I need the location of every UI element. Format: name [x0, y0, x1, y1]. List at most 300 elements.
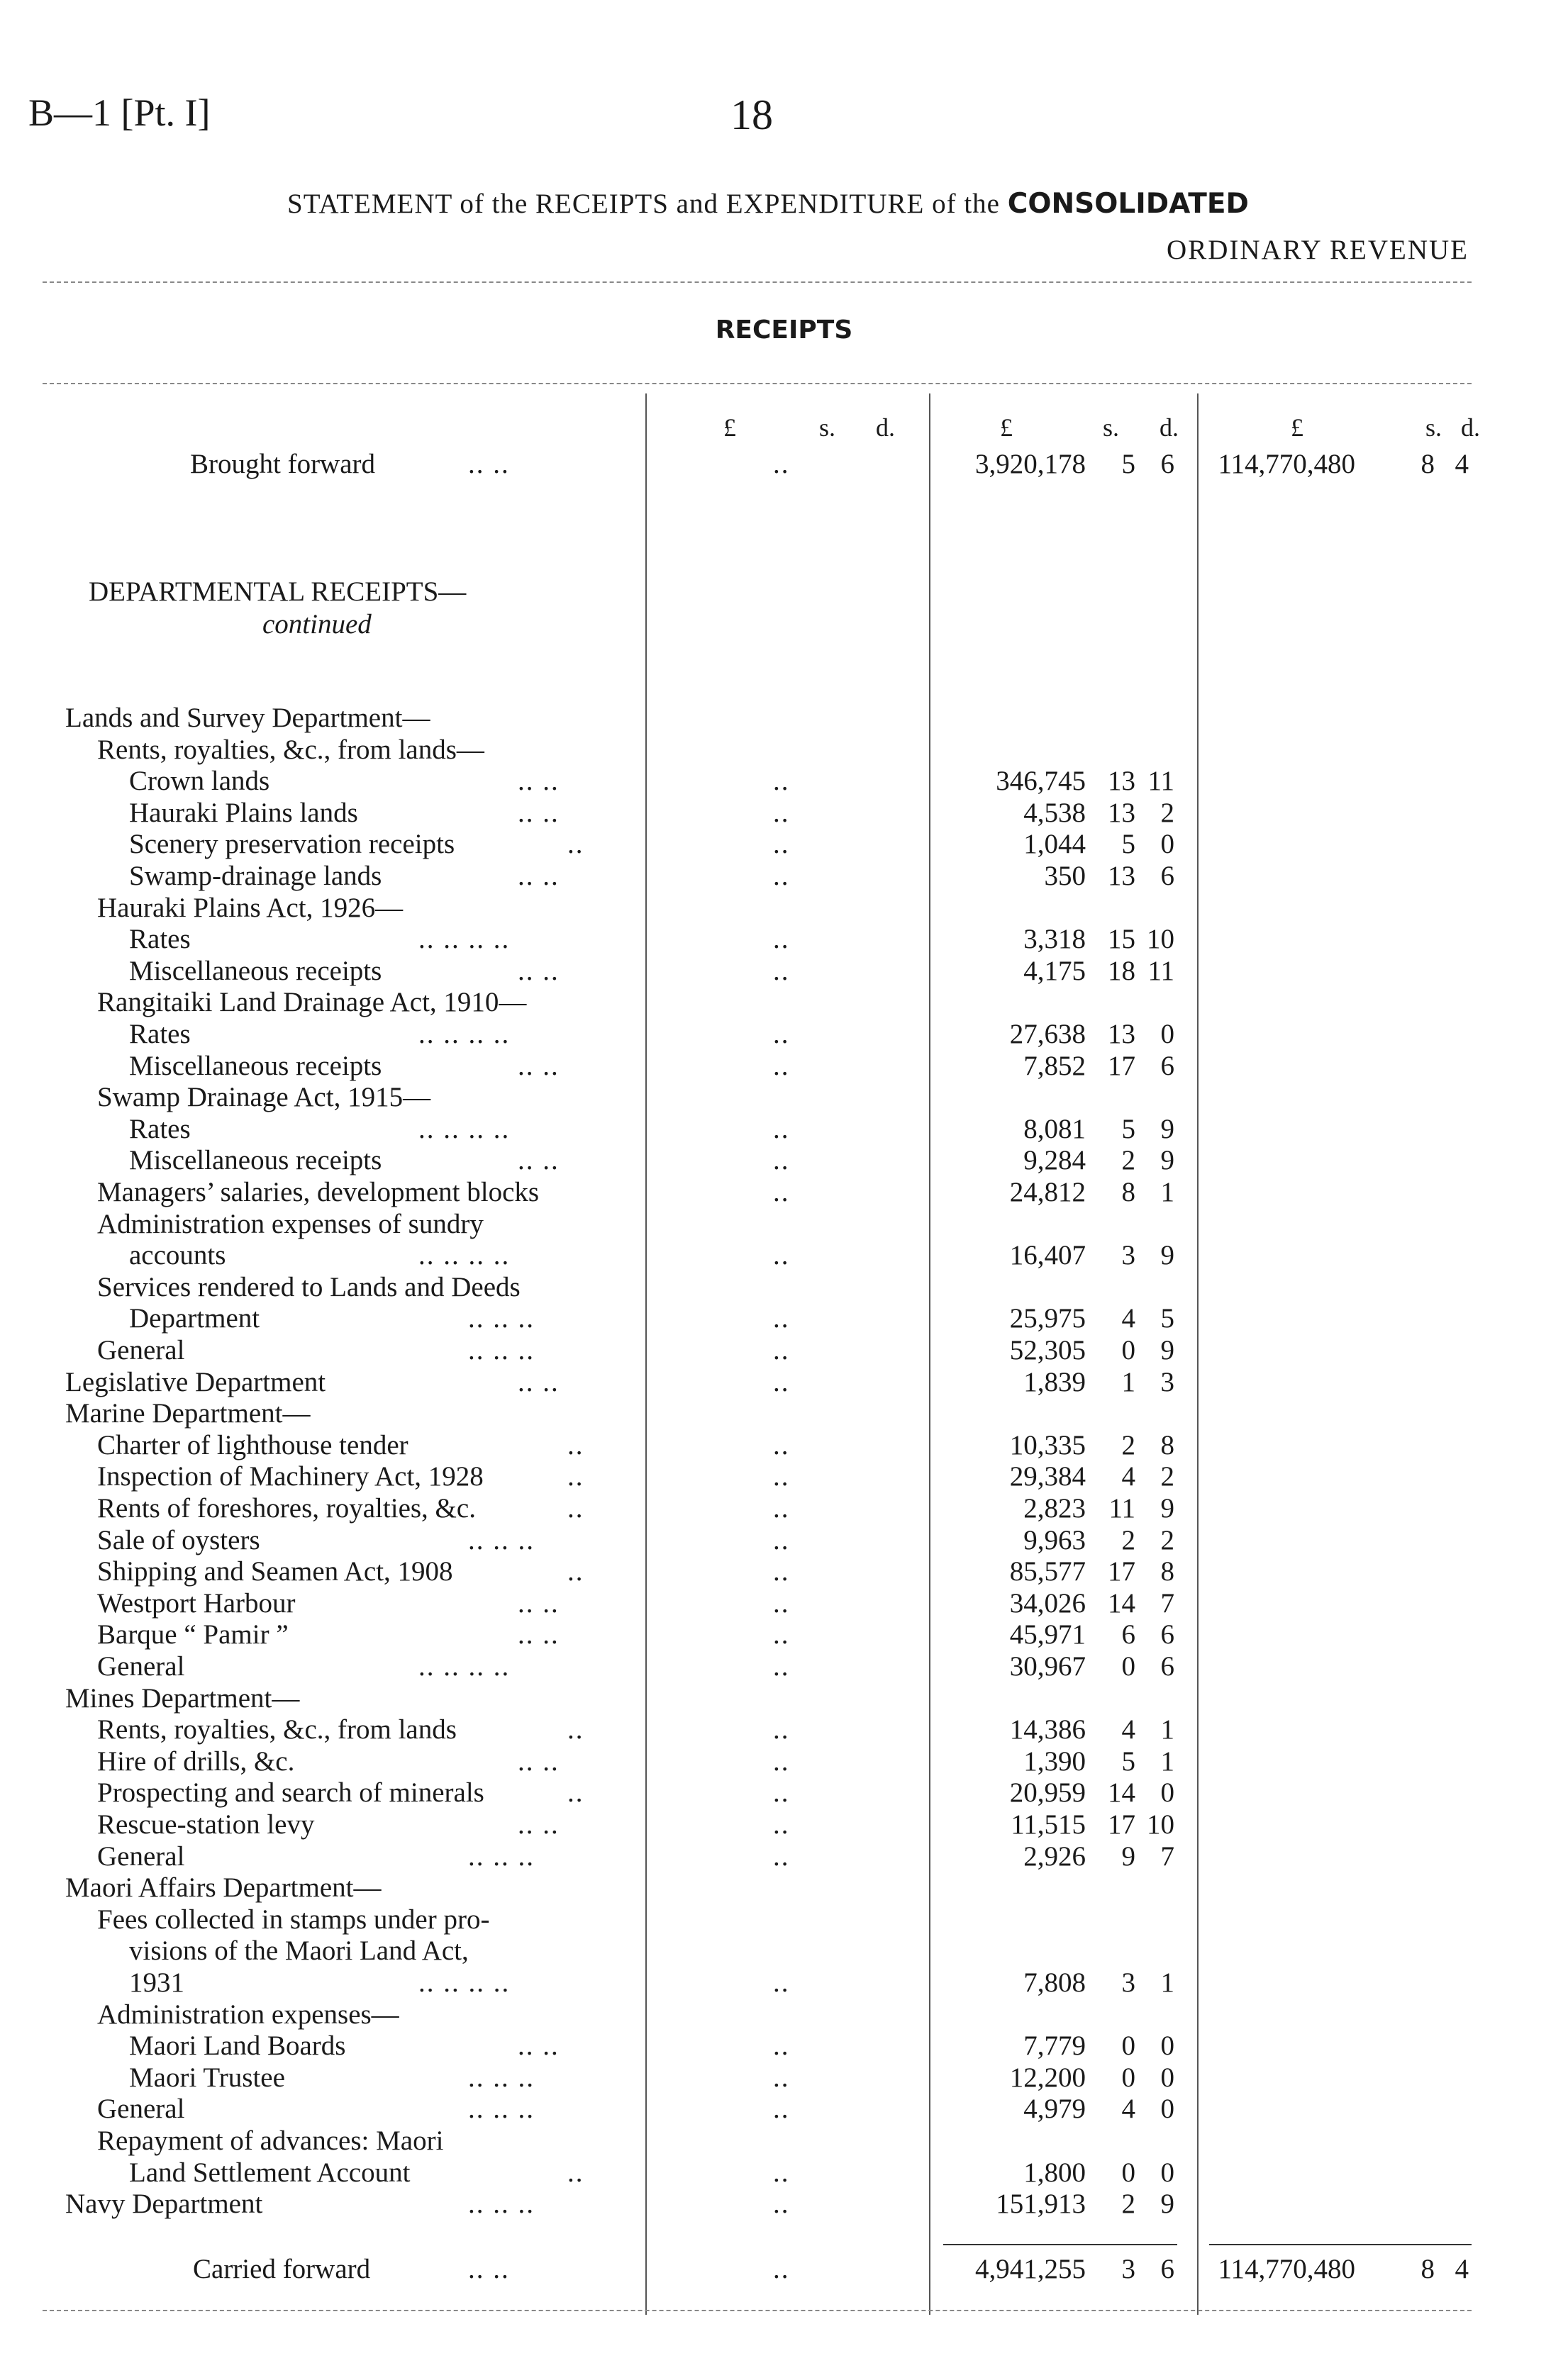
row-col1-leader: .. — [773, 1114, 790, 1144]
row-label: visions of the Maori Land Act, — [129, 1935, 469, 1966]
row-pounds: 2,823 — [1023, 1493, 1086, 1524]
row-pounds: 7,808 — [1023, 1967, 1086, 1998]
carried-forward-label: Carried forward — [193, 2254, 371, 2284]
row-pounds: 29,384 — [1009, 1461, 1086, 1492]
row-col1-leader: .. — [773, 798, 790, 828]
row-label: Scenery preservation receipts — [129, 829, 455, 859]
row-leader: .. — [567, 1493, 584, 1524]
title-text: STATEMENT of the RECEIPTS and EXPENDITURE of the — [287, 189, 1000, 219]
row-label: Swamp Drainage Act, 1915— — [97, 1082, 431, 1112]
row-shillings: 2 — [1121, 1525, 1135, 1555]
row-pence: 1 — [1160, 1177, 1174, 1207]
row-shillings: 15 — [1108, 924, 1135, 954]
row-pounds: 4,175 — [1023, 956, 1086, 986]
row-col1-leader: .. — [773, 2062, 790, 2093]
row-label: Department — [129, 1303, 260, 1334]
row-col1-leader: .. — [773, 1777, 790, 1808]
row-label: Rents, royalties, &c., from lands — [97, 1714, 457, 1745]
row-col1-leader: .. — [773, 861, 790, 891]
row-pence: 11 — [1147, 766, 1174, 796]
table-row — [0, 892, 1568, 924]
table-row — [0, 1081, 1568, 1113]
table-row — [0, 2093, 1568, 2125]
table-row — [0, 1397, 1568, 1429]
row-col1-leader: .. — [773, 1145, 790, 1175]
statement-title — [287, 188, 1249, 220]
row-leader: .. .. .. — [468, 2062, 535, 2093]
row-shillings: 2 — [1121, 1145, 1135, 1175]
row-shillings: 14 — [1108, 1777, 1135, 1808]
row-pounds: 85,577 — [1009, 1556, 1086, 1587]
row-shillings: 13 — [1108, 1019, 1135, 1049]
brought-forward-pounds: 3,920,178 — [975, 449, 1086, 479]
row-shillings: 0 — [1121, 2030, 1135, 2061]
row-leader: .. .. .. — [468, 1303, 535, 1334]
row-shillings: 4 — [1121, 1461, 1135, 1492]
page-number: 18 — [730, 91, 773, 138]
row-shillings: 6 — [1121, 1619, 1135, 1650]
row-shillings: 13 — [1108, 798, 1135, 828]
row-leader: .. .. .. .. — [418, 924, 511, 954]
row-pence: 2 — [1160, 798, 1174, 828]
row-label: Navy Department — [65, 2189, 263, 2219]
table-row — [0, 765, 1568, 797]
row-label: General — [97, 1841, 185, 1872]
col2-pound-head: £ — [1000, 413, 1013, 442]
row-label: Managers’ salaries, development blocks — [97, 1177, 540, 1207]
col3-d-head: d. — [1461, 413, 1480, 442]
row-label: Rescue-station levy — [97, 1809, 315, 1840]
row-shillings: 18 — [1108, 956, 1135, 986]
row-col1-leader: .. — [773, 1051, 790, 1081]
row-shillings: 8 — [1121, 1177, 1135, 1207]
row-label: accounts — [129, 1240, 226, 1270]
row-pounds: 1,044 — [1023, 829, 1086, 859]
row-label: General — [97, 1335, 185, 1365]
row-shillings: 5 — [1121, 1746, 1135, 1777]
col3-pound-head: £ — [1291, 413, 1303, 442]
row-pounds: 1,839 — [1023, 1367, 1086, 1397]
row-leader: .. .. .. .. — [418, 1019, 511, 1049]
row-shillings: 5 — [1121, 1114, 1135, 1144]
row-pence: 11 — [1147, 956, 1174, 986]
row-pence: 3 — [1160, 1367, 1174, 1397]
table-row — [0, 1302, 1568, 1334]
row-label: Maori Land Boards — [129, 2030, 346, 2061]
row-label: Charter of lighthouse tender — [97, 1430, 408, 1460]
table-row — [0, 1460, 1568, 1492]
table-row — [0, 1239, 1568, 1271]
row-leader: .. .. .. .. — [418, 1240, 511, 1270]
table-row — [0, 1777, 1568, 1809]
table-row — [0, 1619, 1568, 1650]
row-shillings: 17 — [1108, 1556, 1135, 1587]
row-pounds: 9,284 — [1023, 1145, 1086, 1175]
row-col1-leader: .. — [773, 2157, 790, 2188]
row-pounds: 8,081 — [1023, 1114, 1086, 1144]
row-pence: 6 — [1160, 1619, 1174, 1650]
row-pounds: 7,852 — [1023, 1051, 1086, 1081]
brought-forward-row — [0, 448, 1568, 480]
row-col1-leader: .. — [773, 1430, 790, 1460]
row-pence: 9 — [1160, 1145, 1174, 1175]
row-pence: 8 — [1160, 1430, 1174, 1460]
table-row — [0, 2062, 1568, 2094]
row-label: Administration expenses of sundry — [97, 1209, 484, 1239]
row-shillings: 9 — [1121, 1841, 1135, 1872]
row-shillings: 4 — [1121, 1714, 1135, 1745]
row-label: Barque “ Pamir ” — [97, 1619, 289, 1650]
row-leader: .. — [567, 1714, 584, 1745]
brought-forward-pence: 6 — [1160, 449, 1174, 479]
row-shillings: 13 — [1108, 766, 1135, 796]
table-row — [0, 828, 1568, 860]
col3-s-head: s. — [1425, 413, 1442, 442]
row-col1-leader: .. — [773, 1809, 790, 1840]
table-row — [0, 1714, 1568, 1745]
table-row — [0, 1144, 1568, 1176]
total-rule-1 — [943, 2244, 1177, 2245]
row-leader: .. .. — [518, 1619, 560, 1650]
row-col1-leader: .. — [773, 1177, 790, 1207]
row-pounds: 9,963 — [1023, 1525, 1086, 1555]
row-leader: .. .. .. .. — [418, 1114, 511, 1144]
row-shillings: 0 — [1121, 2062, 1135, 2093]
row-pence: 9 — [1160, 1240, 1174, 1270]
row-leader: .. .. .. — [468, 2094, 535, 2124]
row-pounds: 24,812 — [1009, 1177, 1086, 1207]
row-label: Crown lands — [129, 766, 270, 796]
row-pounds: 25,975 — [1009, 1303, 1086, 1334]
table-row — [0, 955, 1568, 987]
section-heading: RECEIPTS — [715, 315, 853, 345]
row-leader: .. .. .. .. — [418, 1651, 511, 1682]
table-row — [0, 860, 1568, 892]
row-leader: .. .. — [518, 1051, 560, 1081]
row-label: General — [97, 2094, 185, 2124]
table-row — [0, 923, 1568, 955]
table-row — [0, 1018, 1568, 1050]
table-row — [0, 1366, 1568, 1398]
row-shillings: 17 — [1108, 1809, 1135, 1840]
row-col1-leader: .. — [773, 1651, 790, 1682]
table-row — [0, 1967, 1568, 1999]
col1-pound-head: £ — [723, 413, 736, 442]
row-col1-leader: .. — [773, 1967, 790, 1998]
row-pence: 0 — [1160, 1019, 1174, 1049]
carried-forward-col1: .. — [773, 2254, 790, 2284]
title-bold: CONSOLIDATED — [1007, 188, 1249, 220]
carried-forward-shillings: 3 — [1121, 2254, 1135, 2284]
row-label: General — [97, 1651, 185, 1682]
table-row — [0, 1555, 1568, 1587]
table-row — [0, 1524, 1568, 1556]
table-row — [0, 1682, 1568, 1714]
row-shillings: 0 — [1121, 1651, 1135, 1682]
row-label: Miscellaneous receipts — [129, 1145, 382, 1175]
table-row — [0, 797, 1568, 829]
row-shillings: 2 — [1121, 1430, 1135, 1460]
row-label: Inspection of Machinery Act, 1928 — [97, 1461, 484, 1492]
row-pounds: 52,305 — [1009, 1335, 1086, 1365]
page-header-ref: B—1 [Pt. I] — [28, 91, 211, 134]
row-pounds: 3,318 — [1023, 924, 1086, 954]
row-col1-leader: .. — [773, 1303, 790, 1334]
bottom-rule — [43, 2310, 1472, 2311]
row-label: Miscellaneous receipts — [129, 956, 382, 986]
table-row — [0, 734, 1568, 766]
row-label: Hauraki Plains lands — [129, 798, 358, 828]
row-label: Shipping and Seamen Act, 1908 — [97, 1556, 453, 1587]
row-col1-leader: .. — [773, 1525, 790, 1555]
row-pounds: 4,538 — [1023, 798, 1086, 828]
row-leader: .. .. — [518, 1746, 560, 1777]
row-pence: 1 — [1160, 1714, 1174, 1745]
row-leader: .. .. .. — [468, 2189, 535, 2219]
carried-forward-row — [0, 2253, 1568, 2285]
table-row — [0, 2125, 1568, 2157]
row-col1-leader: .. — [773, 766, 790, 796]
table-row — [0, 1176, 1568, 1208]
row-pence: 9 — [1160, 2189, 1174, 2219]
row-label: Westport Harbour — [97, 1588, 296, 1619]
row-pence: 10 — [1147, 1809, 1174, 1840]
row-shillings: 5 — [1121, 829, 1135, 859]
row-col1-leader: .. — [773, 1619, 790, 1650]
row-label: Maori Trustee — [129, 2062, 285, 2093]
row-pence: 2 — [1160, 1461, 1174, 1492]
row-pence: 0 — [1160, 2157, 1174, 2188]
table-row — [0, 986, 1568, 1018]
row-leader: .. .. .. — [468, 1841, 535, 1872]
row-leader: .. — [567, 2157, 584, 2188]
row-label: 1931 — [129, 1967, 184, 1998]
row-pence: 9 — [1160, 1335, 1174, 1365]
table-row — [0, 2157, 1568, 2189]
row-leader: .. .. — [518, 1367, 560, 1397]
row-shillings: 3 — [1121, 1967, 1135, 1998]
row-col1-leader: .. — [773, 1019, 790, 1049]
row-pounds: 1,390 — [1023, 1746, 1086, 1777]
table-row — [0, 1840, 1568, 1872]
brought-forward-total-pence: 4 — [1455, 449, 1469, 479]
row-col1-leader: .. — [773, 1493, 790, 1524]
carried-forward-leader: .. .. — [468, 2254, 510, 2284]
row-pence: 9 — [1160, 1493, 1174, 1524]
row-shillings: 1 — [1121, 1367, 1135, 1397]
row-pence: 10 — [1147, 924, 1174, 954]
row-pounds: 27,638 — [1009, 1019, 1086, 1049]
row-pence: 1 — [1160, 1967, 1174, 1998]
table-row — [0, 1745, 1568, 1777]
table-row — [0, 1492, 1568, 1524]
row-label: Miscellaneous receipts — [129, 1051, 382, 1081]
table-row — [0, 1429, 1568, 1461]
row-col1-leader: .. — [773, 1841, 790, 1872]
row-leader: .. .. — [518, 1809, 560, 1840]
col1-s-head: s. — [819, 413, 836, 442]
row-label: Legislative Department — [65, 1367, 326, 1397]
table-row — [0, 1872, 1568, 1904]
row-pounds: 151,913 — [996, 2189, 1086, 2219]
row-pence: 1 — [1160, 1746, 1174, 1777]
row-col1-leader: .. — [773, 2094, 790, 2124]
row-shillings: 4 — [1121, 1303, 1135, 1334]
row-pence: 0 — [1160, 2030, 1174, 2061]
row-leader: .. — [567, 1777, 584, 1808]
row-shillings: 13 — [1108, 861, 1135, 891]
row-pence: 0 — [1160, 2062, 1174, 2093]
row-shillings: 0 — [1121, 2157, 1135, 2188]
table-row — [0, 1650, 1568, 1682]
col2-s-head: s. — [1103, 413, 1120, 442]
row-label: Hauraki Plains Act, 1926— — [97, 893, 404, 923]
row-shillings: 3 — [1121, 1240, 1135, 1270]
row-shillings: 0 — [1121, 1335, 1135, 1365]
row-col1-leader: .. — [773, 2189, 790, 2219]
dept-heading-line2: continued — [262, 609, 372, 639]
brought-forward-label: Brought forward — [190, 449, 376, 479]
col1-d-head: d. — [876, 413, 895, 442]
col2-d-head: d. — [1160, 413, 1179, 442]
row-shillings: 11 — [1108, 1493, 1135, 1524]
row-pence: 9 — [1160, 1114, 1174, 1144]
table-row — [0, 1587, 1568, 1619]
row-label: Prospecting and search of minerals — [97, 1777, 484, 1808]
row-leader: .. .. .. — [468, 1525, 535, 1555]
row-col1-leader: .. — [773, 1240, 790, 1270]
row-pounds: 10,335 — [1009, 1430, 1086, 1460]
row-col1-leader: .. — [773, 1714, 790, 1745]
row-pounds: 14,386 — [1009, 1714, 1086, 1745]
row-leader: .. .. — [518, 861, 560, 891]
divider-top — [43, 281, 1472, 283]
row-label: Hire of drills, &c. — [97, 1746, 295, 1777]
row-label: Services rendered to Lands and Deeds — [97, 1272, 521, 1302]
row-col1-leader: .. — [773, 1588, 790, 1619]
table-row — [0, 1904, 1568, 1935]
brought-forward-total-pounds: 114,770,480 — [1218, 449, 1355, 479]
carried-forward-pence: 6 — [1160, 2254, 1174, 2284]
row-leader: .. .. — [518, 1588, 560, 1619]
row-pounds: 2,926 — [1023, 1841, 1086, 1872]
row-shillings: 17 — [1108, 1051, 1135, 1081]
row-leader: .. — [567, 829, 584, 859]
row-col1-leader: .. — [773, 1556, 790, 1587]
row-label: Rents, royalties, &c., from lands— — [97, 734, 484, 765]
row-pounds: 346,745 — [996, 766, 1086, 796]
dept-heading-cont — [0, 608, 1568, 640]
brought-forward-col1: .. — [773, 449, 790, 479]
table-row — [0, 2030, 1568, 2062]
row-leader: .. .. .. — [468, 1335, 535, 1365]
row-pence: 0 — [1160, 1777, 1174, 1808]
row-label: Swamp-drainage lands — [129, 861, 382, 891]
row-pence: 0 — [1160, 2094, 1174, 2124]
row-shillings: 4 — [1121, 2094, 1135, 2124]
row-pounds: 30,967 — [1009, 1651, 1086, 1682]
table-row — [0, 1935, 1568, 1967]
total-rule-2 — [1209, 2244, 1472, 2245]
carried-forward-pounds: 4,941,255 — [975, 2254, 1086, 2284]
row-leader: .. .. — [518, 2030, 560, 2061]
row-col1-leader: .. — [773, 1461, 790, 1492]
row-label: Repayment of advances: Maori — [97, 2125, 444, 2156]
row-pounds: 45,971 — [1009, 1619, 1086, 1650]
row-leader: .. .. — [518, 956, 560, 986]
row-label: Rates — [129, 924, 191, 954]
dept-heading — [0, 576, 1568, 608]
row-col1-leader: .. — [773, 1367, 790, 1397]
row-shillings: 14 — [1108, 1588, 1135, 1619]
row-leader: .. .. .. .. — [418, 1967, 511, 1998]
row-pounds: 1,800 — [1023, 2157, 1086, 2188]
row-leader: .. — [567, 1556, 584, 1587]
row-label: Administration expenses— — [97, 1999, 399, 2030]
table-row — [0, 1334, 1568, 1366]
row-pence: 6 — [1160, 1051, 1174, 1081]
row-leader: .. .. — [518, 1145, 560, 1175]
row-pounds: 4,979 — [1023, 2094, 1086, 2124]
row-pence: 0 — [1160, 829, 1174, 859]
table-row — [0, 1050, 1568, 1082]
row-label: Rents of foreshores, royalties, &c. — [97, 1493, 476, 1524]
table-row — [0, 1208, 1568, 1240]
row-label: Land Settlement Account — [129, 2157, 411, 2188]
row-pence: 8 — [1160, 1556, 1174, 1587]
row-label: Marine Department— — [65, 1398, 311, 1429]
brought-forward-leader: .. .. — [468, 449, 510, 479]
row-leader: .. — [567, 1430, 584, 1460]
row-pence: 5 — [1160, 1303, 1174, 1334]
row-label: Maori Affairs Department— — [65, 1872, 382, 1903]
row-pounds: 12,200 — [1009, 2062, 1086, 2093]
row-pounds: 34,026 — [1009, 1588, 1086, 1619]
row-pounds: 16,407 — [1009, 1240, 1086, 1270]
row-pounds: 7,779 — [1023, 2030, 1086, 2061]
brought-forward-shillings: 5 — [1121, 449, 1135, 479]
dept-heading-line1: DEPARTMENTAL RECEIPTS— — [89, 576, 467, 607]
row-col1-leader: .. — [773, 1335, 790, 1365]
statement-subtitle: ORDINARY REVENUE — [1167, 235, 1469, 265]
carried-forward-total-pence: 4 — [1455, 2254, 1469, 2284]
table-row — [0, 1271, 1568, 1303]
row-pence: 6 — [1160, 861, 1174, 891]
table-row — [0, 2188, 1568, 2220]
row-col1-leader: .. — [773, 924, 790, 954]
row-col1-leader: .. — [773, 956, 790, 986]
row-shillings: 2 — [1121, 2189, 1135, 2219]
row-label: Sale of oysters — [97, 1525, 260, 1555]
row-label: Rates — [129, 1114, 191, 1144]
row-leader: .. — [567, 1461, 584, 1492]
carried-forward-total-pounds: 114,770,480 — [1218, 2254, 1355, 2284]
row-col1-leader: .. — [773, 1746, 790, 1777]
row-pounds: 11,515 — [1011, 1809, 1086, 1840]
row-col1-leader: .. — [773, 2030, 790, 2061]
table-row — [0, 1999, 1568, 2030]
row-leader: .. .. — [518, 798, 560, 828]
divider-table-top — [43, 383, 1472, 384]
row-label: Rangitaiki Land Drainage Act, 1910— — [97, 987, 527, 1017]
row-col1-leader: .. — [773, 829, 790, 859]
row-pence: 7 — [1160, 1588, 1174, 1619]
row-pounds: 20,959 — [1009, 1777, 1086, 1808]
row-label: Mines Department— — [65, 1683, 300, 1714]
row-pence: 7 — [1160, 1841, 1174, 1872]
table-row — [0, 702, 1568, 734]
row-label: Rates — [129, 1019, 191, 1049]
